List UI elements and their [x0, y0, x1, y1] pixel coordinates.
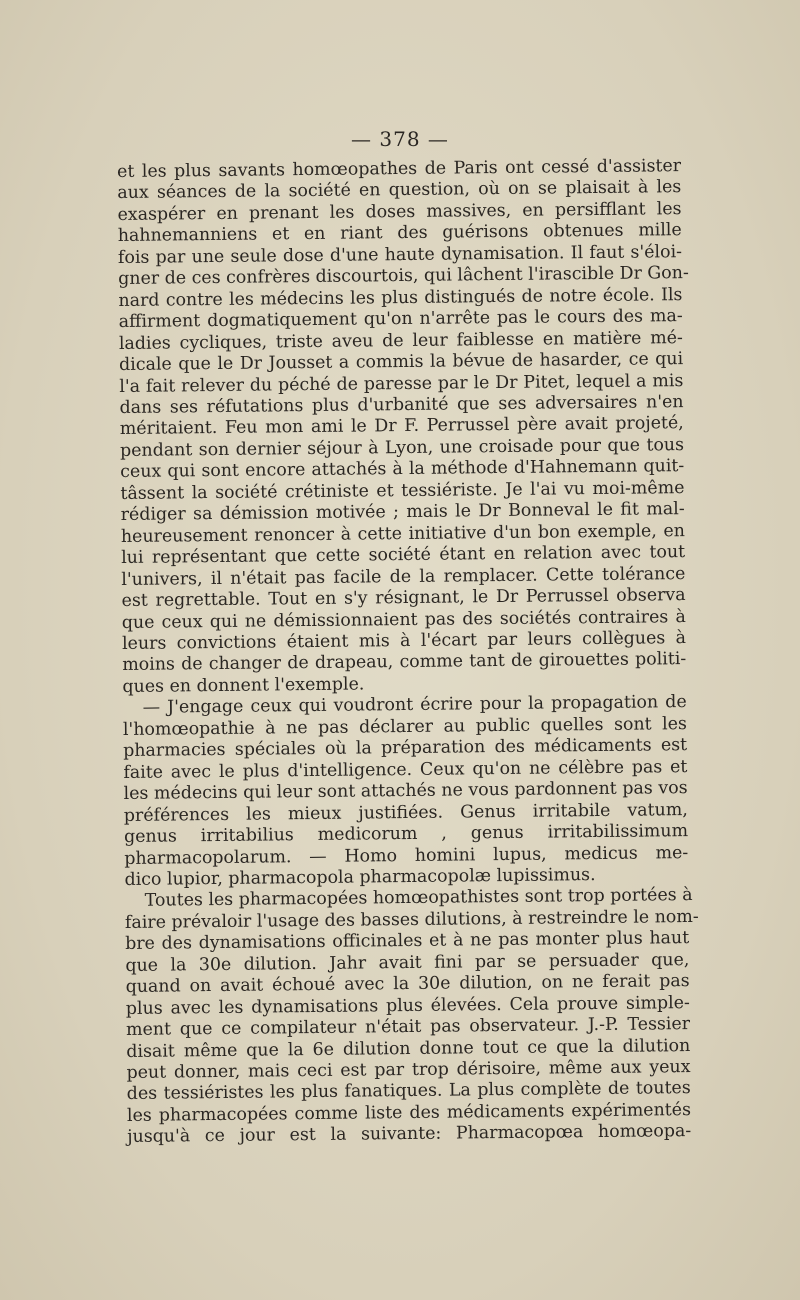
text-line: tâssent la société crétiniste et tessiériste. Je l'ai vu moi-même: [120, 477, 685, 504]
text-line: faite avec le plus d'intelligence. Ceux qu'on ne célèbre pas et: [123, 756, 688, 783]
text-line: et les plus savants homœopathes de Paris ont cessé d'assister: [117, 156, 682, 182]
text-line: pharmacies spéciales où la préparation des médicaments est: [123, 735, 688, 762]
text-line: dans ses réfutations plus d'urbanité que ses adversaires n'en: [119, 392, 684, 418]
page-number: — 378 —: [351, 127, 449, 151]
body-text: [117, 156, 699, 1149]
text-line: pendant son dernier séjour à Lyon, une croisade pour que tous: [119, 434, 685, 461]
text-line: l'univers, il n'était pas facile de la remplacer. Cette tolérance: [121, 563, 686, 590]
text-line: bre des dynamisations officinales et à ne pas monter plus haut: [125, 928, 690, 955]
text-line: affirment dogmatiquement qu'on n'arrête pas le cours des ma-: [118, 306, 683, 333]
text-line: que ceux qui ne démissionnaient pas des sociétés contraires à: [121, 606, 686, 633]
text-line: leurs convictions étaient mis à l'écart par leurs collègues à: [121, 628, 687, 654]
text-line: ment que ce compilateur n'était pas observateur. J.-P. Tessier: [125, 1014, 691, 1041]
text-line: ques en donnent l'exemple.: [122, 674, 365, 697]
text-line: l'a fait relever du péché de paresse par le Dr Pitet, lequel a mis: [119, 370, 684, 397]
text-line: dicale que le Dr Jousset a commis la bévue de hasarder, ce qui: [119, 349, 684, 376]
text-line: ladies cycliques, triste aveu de leur faiblesse en matière mé-: [118, 327, 683, 354]
text-line: pharmacopolarum. — Homo homini lupus, medicus me-: [124, 842, 689, 869]
text-line: que la 30e dilution. Jahr avait fini par se persuader que,: [125, 949, 690, 976]
text-line: heureusement renoncer à cette initiative d'un bon exemple, en: [120, 520, 685, 547]
text-line: les médecins qui leur sont attachés ne vous pardonnent pas vos: [123, 778, 688, 805]
text-line: exaspérer en prenant les doses massives, en persifflant les: [117, 198, 682, 225]
text-line: aux séances de la société en question, où on se plaisait à les: [117, 177, 682, 204]
text-line: l'homœopathie à ne pas déclarer au public quelles sont les: [122, 713, 688, 740]
text-line: préférences les mieux justifiées. Genus irritabile vatum,: [123, 799, 688, 826]
text-line: faire prévaloir l'usage des basses dilutions, à restreindre le nom-: [124, 906, 699, 933]
text-line: est regrettable. Tout en s'y résignant, le Dr Perrussel observa: [121, 585, 686, 612]
text-line: nard contre les médecins les plus distingués de notre école. Ils: [118, 284, 683, 311]
text-line: hahnemanniens et en riant des guérisons obtenues mille: [117, 220, 682, 247]
text-line: méritaient. Feu mon ami le Dr F. Perrussel père avait projeté,: [119, 413, 684, 440]
text-line: quand on avait échoué avec la 30e dilution, on ne ferait pas: [125, 971, 690, 998]
text-line: Toutes les pharmacopées homœopathistes sont trop portées à: [144, 885, 693, 912]
text-line: jusqu'à ce jour est la suivante: Pharmacopœa homœopa-: [127, 1121, 692, 1148]
text-line: rédiger sa démission motivée ; mais le Dr Bonneval le fit mal-: [120, 499, 685, 526]
text-line: dico lupior, pharmacopola pharmacopolæ lupissimus.: [124, 864, 596, 890]
text-line: disait même que la 6e dilution donne tout ce que la dilution: [126, 1035, 691, 1062]
text-line: genus irritabilius medicorum , genus irritabilissimum: [123, 821, 689, 848]
text-line: peut donner, mais ceci est par trop dérisoire, même aux yeux: [126, 1057, 691, 1083]
text-line: fois par une seule dose d'une haute dynamisation. Il faut s'éloi-: [117, 241, 683, 268]
text-line: des tessiéristes les plus fanatiques. La plus complète de toutes: [126, 1078, 691, 1105]
text-line: gner de ces confrères discourtois, qui lâchent l'irascible Dr Gon-: [118, 263, 689, 290]
text-line: ceux qui sont encore attachés à la méthode d'Hahnemann quit-: [120, 456, 685, 483]
text-line: plus avec les dynamisations plus élevées. Cela prouve simple-: [125, 992, 690, 1019]
text-line: lui représentant que cette société étant en relation avec tout: [121, 542, 686, 569]
text-line: — J'engage ceux qui voudront écrire pour la propagation de: [142, 692, 687, 719]
text-line: les pharmacopées comme liste des médicaments expérimentés: [126, 1099, 692, 1126]
text-line: moins de changer de drapeau, comme tant de girouettes politi-: [122, 649, 687, 676]
